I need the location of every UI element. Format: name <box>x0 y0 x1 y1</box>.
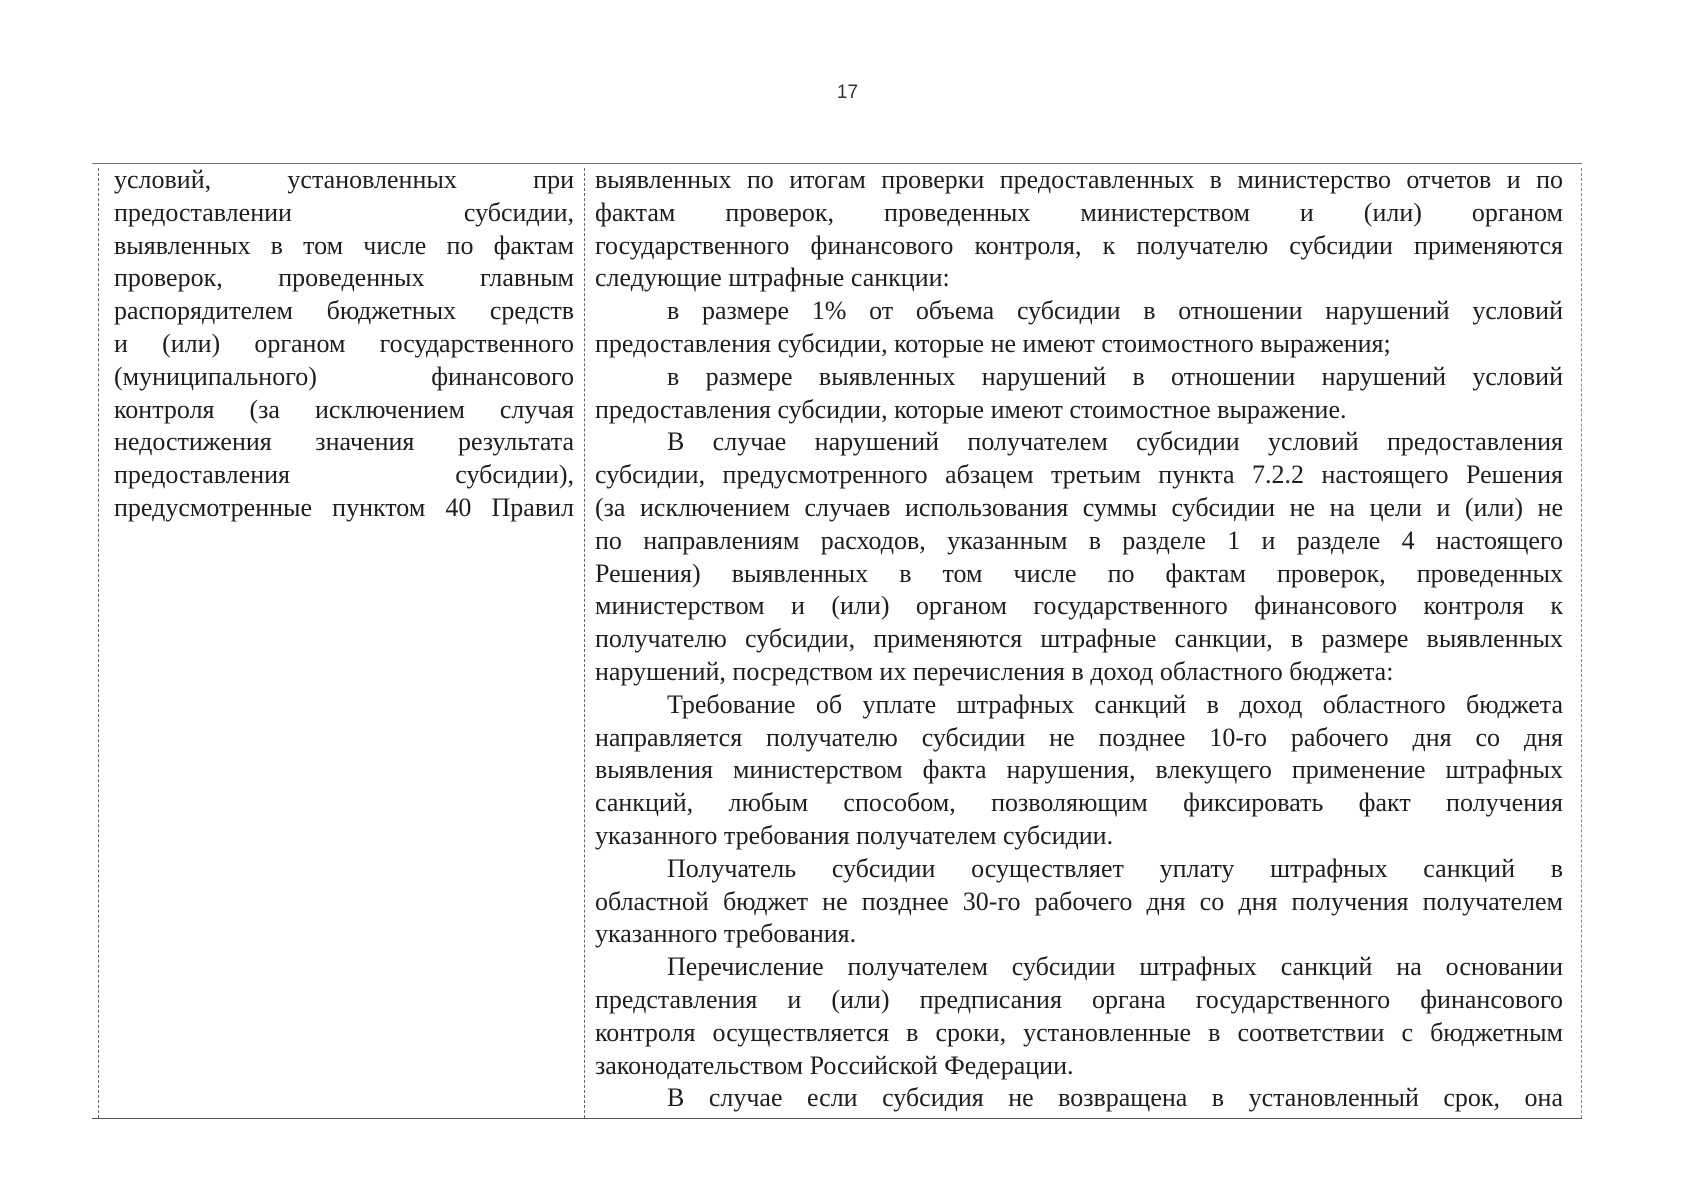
text-line: нарушений, посредством их перечисления в доход областного бюджета: <box>595 656 1394 686</box>
text-line: (за исключением случаев использования суммы субсидии не на цели и (или) не <box>595 492 1563 522</box>
table-column-divider <box>584 168 585 1118</box>
text-line: указанного требования получателем субсидии. <box>595 820 1114 850</box>
text-line: предоставлении субсидии, <box>114 197 574 227</box>
text-line: В случае нарушений получателем субсидии условий предоставления <box>667 427 1563 457</box>
text-line: представления и (или) предписания органа государственного финансового <box>595 984 1563 1014</box>
text-line: контроля (за исключением случая <box>114 394 574 424</box>
text-line: условий, установленных при <box>114 165 574 194</box>
text-line: санкций, любым способом, позволяющим фиксировать факт получения <box>595 788 1563 818</box>
table-cell-right <box>595 164 1563 1115</box>
text-line: в размере 1% от объема субсидии в отношении нарушений условий <box>667 296 1563 326</box>
text-line: фактам проверок, проведенных министерством и (или) органом <box>595 197 1563 227</box>
text-line: в размере выявленных нарушений в отношении нарушений условий <box>667 361 1563 391</box>
text-line: указанного требования. <box>595 919 857 949</box>
text-line: недостижения значения результата <box>114 427 574 457</box>
text-line: Получатель субсидии осуществляет уплату штрафных санкций в <box>667 853 1563 883</box>
document-table <box>92 163 1582 1119</box>
text-line: проверок, проведенных главным <box>114 263 574 293</box>
text-line: направляется получателю субсидии не позднее 10-го рабочего дня со дня <box>595 722 1563 752</box>
text-line: предусмотренные пунктом 40 Правил <box>114 492 574 522</box>
text-line: Перечисление получателем субсидии штрафных санкций на основании <box>667 952 1563 982</box>
text-line: по направлениям расходов, указанным в разделе 1 и разделе 4 настоящего <box>595 525 1563 555</box>
text-line: (муниципального) финансового <box>114 361 574 391</box>
text-line: областной бюджет не позднее 30-го рабочего дня со дня получения получателем <box>595 886 1563 916</box>
text-line: предоставления субсидии, которые имеют стоимостное выражение. <box>595 394 1347 424</box>
table-right-border <box>1581 168 1582 1118</box>
table-cell-left <box>114 164 574 525</box>
page-number: 17 <box>836 82 859 103</box>
text-line: министерством и (или) органом государственного финансового контроля к <box>595 591 1563 621</box>
text-line: и (или) органом государственного <box>114 328 574 358</box>
text-line: предоставления субсидии), <box>114 460 574 490</box>
text-line: распорядителем бюджетных средств <box>114 296 574 326</box>
text-line: Требование об уплате штрафных санкций в доход областного бюджета <box>667 689 1563 719</box>
text-line: субсидии, предусмотренного абзацем третьим пункта 7.2.2 настоящего Решения <box>595 460 1563 490</box>
text-line: государственного финансового контроля, к получателю субсидии применяются <box>595 230 1563 260</box>
text-line: получателю субсидии, применяются штрафные санкции, в размере выявленных <box>595 624 1563 654</box>
text-line: выявления министерством факта нарушения, влекущего применение штрафных <box>595 755 1563 785</box>
text-line: следующие штрафные санкции: <box>595 263 950 293</box>
text-line: предоставления субсидии, которые не имеют стоимостного выражения; <box>595 328 1391 358</box>
text-line: выявленных по итогам проверки предоставленных в министерство отчетов и по <box>595 165 1563 194</box>
text-line: выявленных в том числе по фактам <box>114 230 574 260</box>
text-line: законодательством Российской Федерации. <box>595 1050 1074 1080</box>
table-left-border <box>98 168 99 1118</box>
text-line: контроля осуществляется в сроки, установленные в соответствии с бюджетным <box>595 1017 1563 1047</box>
text-line: Решения) выявленных в том числе по фактам проверок, проведенных <box>595 558 1563 588</box>
text-line: В случае если субсидия не возвращена в установленный срок, она <box>667 1083 1563 1113</box>
